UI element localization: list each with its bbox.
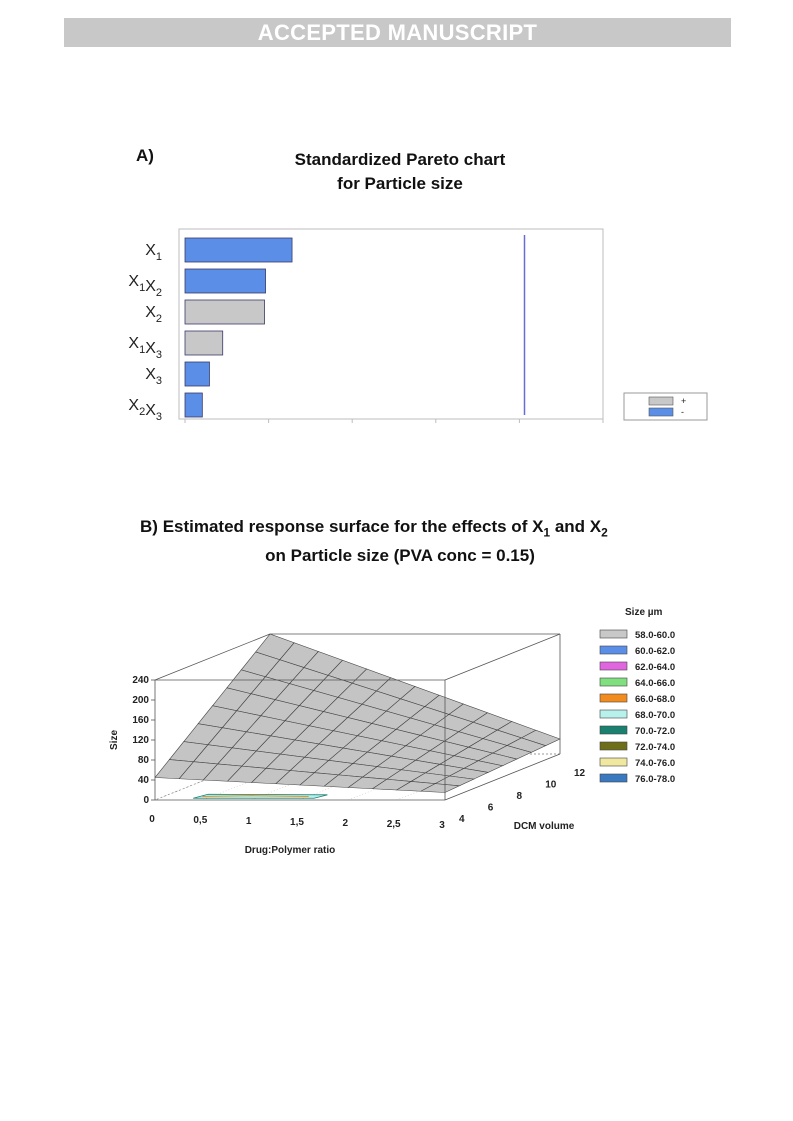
- surface-title-and: and X: [550, 517, 602, 536]
- surface-x-tick-label: 2: [342, 818, 349, 829]
- surface-legend-swatch: [600, 758, 627, 766]
- pareto-category-label: $X_2X_3$: [128, 397, 162, 423]
- panel-b-label: B): [140, 517, 158, 536]
- surface-title: [140, 515, 700, 568]
- surface-legend-label: 74.0-76.0: [635, 758, 676, 769]
- surface-z-tick-label: 120: [132, 735, 149, 746]
- pareto-title-line1: Standardized Pareto chart: [294, 150, 506, 169]
- surface-legend-swatch: [600, 774, 627, 782]
- surface-y-tick-label: 12: [574, 768, 586, 779]
- surface-legend-label: 76.0-78.0: [635, 774, 676, 785]
- surface-legend-label: 64.0-66.0: [635, 678, 676, 689]
- surface-legend-swatch: [600, 630, 627, 638]
- surface-z-tick-label: 0: [143, 795, 149, 806]
- surface-y-tick-label: 10: [545, 779, 557, 791]
- pareto-title-line2: for Particle size: [337, 174, 463, 193]
- surface-title-sub2: 2: [601, 525, 608, 540]
- surface-x-tick-label: 2,5: [386, 819, 401, 830]
- surface-z-tick-label: 160: [132, 715, 149, 726]
- surface-legend-swatch: [600, 726, 627, 734]
- surface-legend-swatch: [600, 742, 627, 750]
- surface-z-tick-label: 40: [137, 775, 149, 786]
- surface-x-tick-label: 3: [439, 820, 445, 831]
- surface-legend-title: Size µm: [625, 607, 663, 618]
- surface-y-tick-label: 4: [459, 814, 465, 825]
- pareto-bar: [185, 269, 266, 293]
- surface-z-axis-label: Size: [109, 729, 120, 751]
- surface-z-tick-label: 200: [132, 695, 149, 706]
- surface-subtitle: on Particle size (PVA conc = 0.15): [265, 546, 535, 566]
- surface-legend-label: 62.0-64.0: [635, 662, 676, 673]
- surface-legend-label: 58.0-60.0: [635, 630, 676, 641]
- response-surface-chart: [0, 590, 793, 890]
- pareto-category-label: $X_3$: [145, 366, 162, 387]
- surface-z-tick-label: 80: [137, 755, 149, 766]
- surface-x-tick-label: 0: [149, 814, 155, 825]
- pareto-chart: [0, 0, 793, 460]
- pareto-bar: [185, 331, 223, 355]
- panel-a-label: A): [136, 146, 154, 165]
- pareto-bar: [185, 300, 265, 324]
- pareto-category-label: $X_1$: [145, 242, 162, 263]
- pareto-bar: [185, 362, 209, 386]
- surface-legend-label: 68.0-70.0: [635, 710, 676, 721]
- surface-x-axis-label: Drug:Polymer ratio: [244, 845, 336, 856]
- surface-x-tick-label: 0,5: [193, 815, 208, 826]
- surface-title-main: Estimated response surface for the effects of X: [162, 517, 544, 536]
- pareto-legend-swatch: [649, 397, 673, 405]
- surface-x-tick-label: 1: [245, 816, 252, 827]
- surface-frame-edge: [445, 634, 560, 680]
- pareto-legend-label: -: [681, 407, 684, 417]
- surface-legend-swatch: [600, 694, 627, 702]
- surface-y-tick-label: 6: [487, 802, 494, 814]
- surface-title-sub1: 1: [543, 525, 551, 540]
- surface-legend-label: 70.0-72.0: [635, 726, 676, 737]
- pareto-legend-swatch: [649, 408, 673, 416]
- surface-legend-swatch: [600, 646, 627, 654]
- surface-legend-label: 66.0-68.0: [635, 694, 676, 705]
- surface-legend-swatch: [600, 662, 627, 670]
- surface-legend-swatch: [600, 678, 627, 686]
- pareto-legend-label: +: [681, 396, 687, 406]
- surface-y-axis-label: DCM volume: [513, 821, 575, 832]
- surface-z-tick-label: 240: [132, 675, 149, 686]
- surface-x-tick-label: 1,5: [290, 817, 304, 828]
- pareto-category-label: $X_2$: [145, 304, 162, 325]
- surface-y-tick-label: 8: [516, 791, 523, 802]
- pareto-bar: [185, 393, 202, 417]
- surface-legend-label: 72.0-74.0: [635, 742, 676, 753]
- surface-legend-label: 60.0-62.0: [635, 646, 676, 657]
- pareto-bar: [185, 238, 292, 262]
- accepted-manuscript-banner: ACCEPTED MANUSCRIPT: [64, 18, 731, 47]
- surface-legend-swatch: [600, 710, 627, 718]
- pareto-category-label: $X_1X_2$: [128, 273, 162, 299]
- pareto-category-label: $X_1X_3$: [128, 335, 162, 361]
